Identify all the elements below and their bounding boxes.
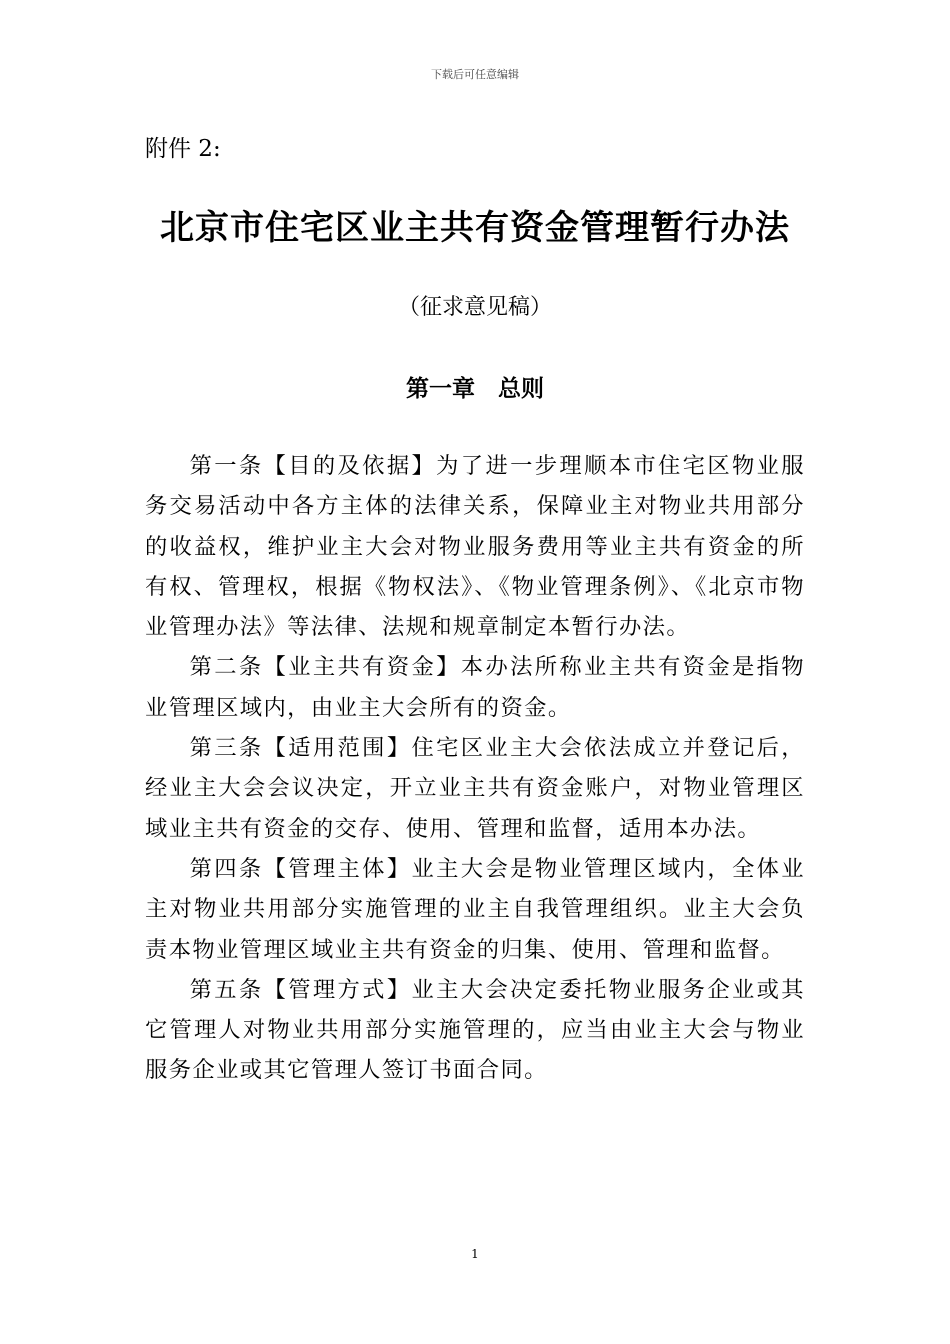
document-title: 北京市住宅区业主共有资金管理暂行办法 <box>160 208 790 248</box>
document-subtitle: （征求意见稿） <box>397 295 552 320</box>
chapter-heading: 第一章 总则 <box>406 376 544 402</box>
article-paragraph: 第一条【目的及依据】为了进一步理顺本市住宅区物业服务交易活动中各方主体的法律关系，保障业主对物业共用部分的收益权，维护业主大会对物业服务费用等业主共有资金的所有权、管理权，根据《物权法》、《物业管理条例》、《北京市物业管理办法》等法律、法规和规章制定本暂行办法。 <box>145 453 805 641</box>
article-paragraph: 第二条【业主共有资金】本办法所称业主共有资金是指物业管理区域内，由业主大会所有的资金。 <box>145 654 805 721</box>
document-body <box>145 446 805 1091</box>
article-paragraph: 第五条【管理方式】业主大会决定委托物业服务企业或其它管理人对物业共用部分实施管理的，应当由业主大会与物业服务企业或其它管理人签订书面合同。 <box>145 976 805 1084</box>
page-header-note: 下载后可任意编辑 <box>431 68 519 81</box>
article-paragraph: 第三条【适用范围】住宅区业主大会依法成立并登记后，经业主大会会议决定，开立业主共有资金账户，对物业管理区域业主共有资金的交存、使用、管理和监督，适用本办法。 <box>145 735 805 842</box>
attachment-label: 附件 2: <box>145 136 221 162</box>
page-number: 1 <box>471 1247 479 1261</box>
article-paragraph: 第四条【管理主体】业主大会是物业管理区域内，全体业主对物业共用部分实施管理的业主自我管理组织。业主大会负责本物业管理区域业主共有资金的归集、使用、管理和监督。 <box>145 855 805 963</box>
